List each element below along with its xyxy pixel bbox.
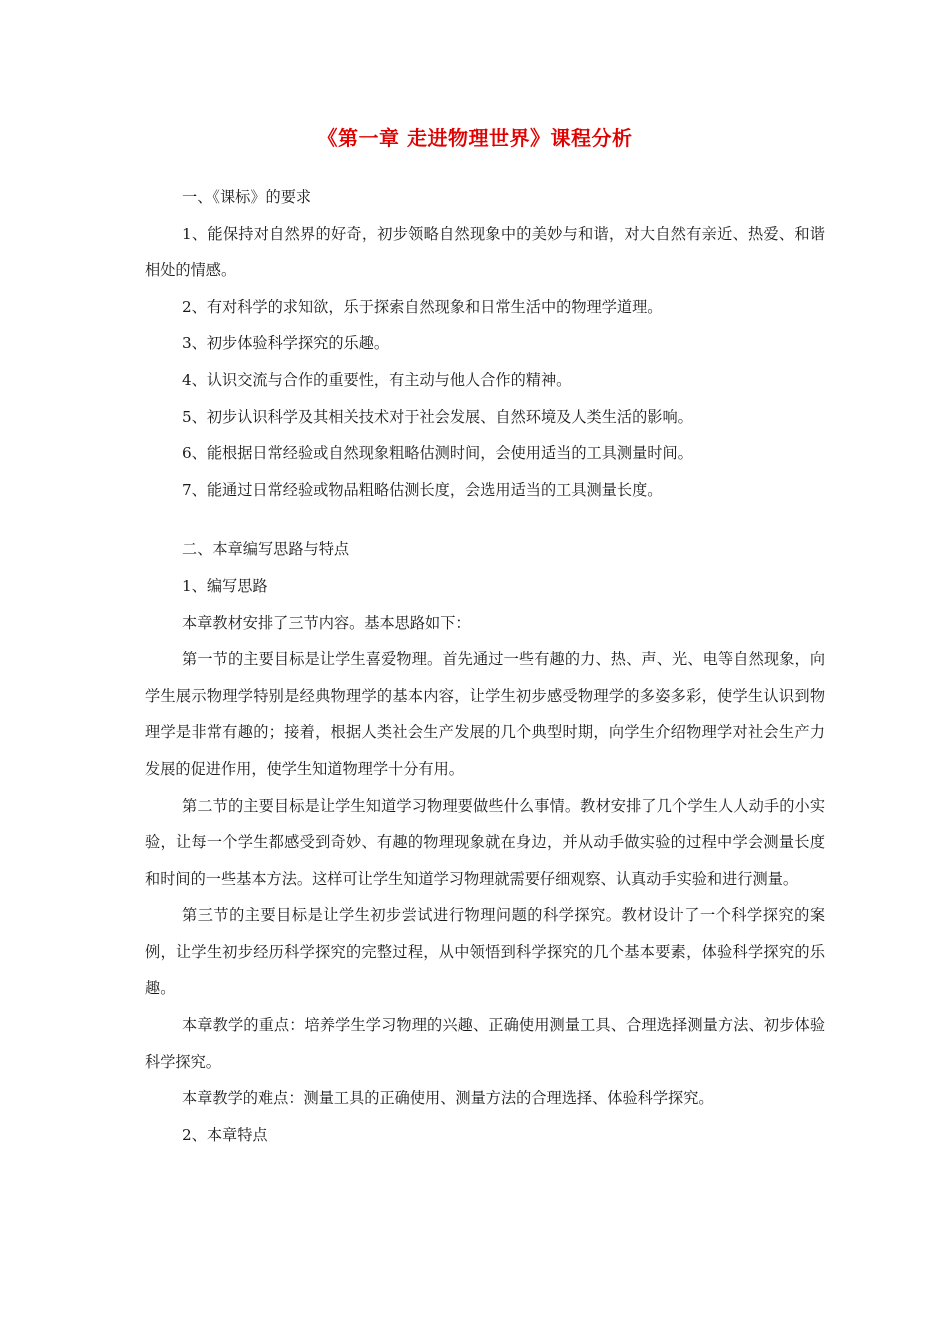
subsection-heading: 2、本章特点: [182, 1125, 268, 1144]
requirement-item: 1、能保持对自然界的好奇，初步领略自然现象中的美妙与和谐，对大自然有亲近、热爱、和谐相处的情感。: [145, 224, 825, 280]
body-paragraph: 第二节的主要目标是让学生知道学习物理要做些什么事情。教材安排了几个学生人人动手的小实验，让每一个学生都感受到奇妙、有趣的物理现象就在身边，并从动手做实验的过程中学会测量长度和时间的一些基本方法。这样可让学生知道学习物理就需要仔细观察、认真动手实验和进行测量。: [145, 796, 825, 888]
requirement-item: 2、有对科学的求知欲，乐于探索自然现象和日常生活中的物理学道理。: [182, 297, 663, 316]
section-heading-2: 二、本章编写思路与特点: [182, 540, 350, 559]
requirement-item: 7、能通过日常经验或物品粗略估测长度，会选用适当的工具测量长度。: [182, 480, 663, 499]
body-paragraph: 第三节的主要目标是让学生初步尝试进行物理问题的科学探究。教材设计了一个科学探究的案例，让学生初步经历科学探究的完整过程，从中领悟到科学探究的几个基本要素，体验科学探究的乐趣。: [145, 906, 825, 998]
requirement-item: 5、初步认识科学及其相关技术对于社会发展、自然环境及人类生活的影响。: [182, 407, 693, 426]
subsection-heading: 1、编写思路: [182, 576, 268, 595]
body-paragraph: 第一节的主要目标是让学生喜爱物理。首先通过一些有趣的力、热、声、光、电等自然现象，向学生展示物理学特别是经典物理学的基本内容，让学生初步感受物理学的多姿多彩，使学生认识到物理学是非常有趣的；接着，根据人类社会生产发展的几个典型时期，向学生介绍物理学对社会生产力发展的促进作用，使学生知道物理学十分有用。: [145, 650, 825, 778]
document-body: [145, 179, 825, 1153]
requirement-item: 4、认识交流与合作的重要性，有主动与他人合作的精神。: [182, 370, 572, 389]
document-title: 《第一章 走进物理世界》课程分析: [317, 126, 633, 150]
difficulties-paragraph: 本章教学的难点：测量工具的正确使用、测量方法的合理选择、体验科学探究。: [182, 1089, 714, 1108]
key-points-paragraph: 本章教学的重点：培养学生学习物理的兴趣、正确使用测量工具、合理选择测量方法、初步体验科学探究。: [145, 1016, 825, 1071]
section-heading-1: 一、《课标》的要求: [182, 188, 312, 206]
requirement-item: 3、初步体验科学探究的乐趣。: [182, 334, 390, 353]
body-paragraph: 本章教材安排了三节内容。基本思路如下：: [182, 613, 471, 632]
requirement-item: 6、能根据日常经验或自然现象粗略估测时间，会使用适当的工具测量时间。: [182, 444, 693, 463]
